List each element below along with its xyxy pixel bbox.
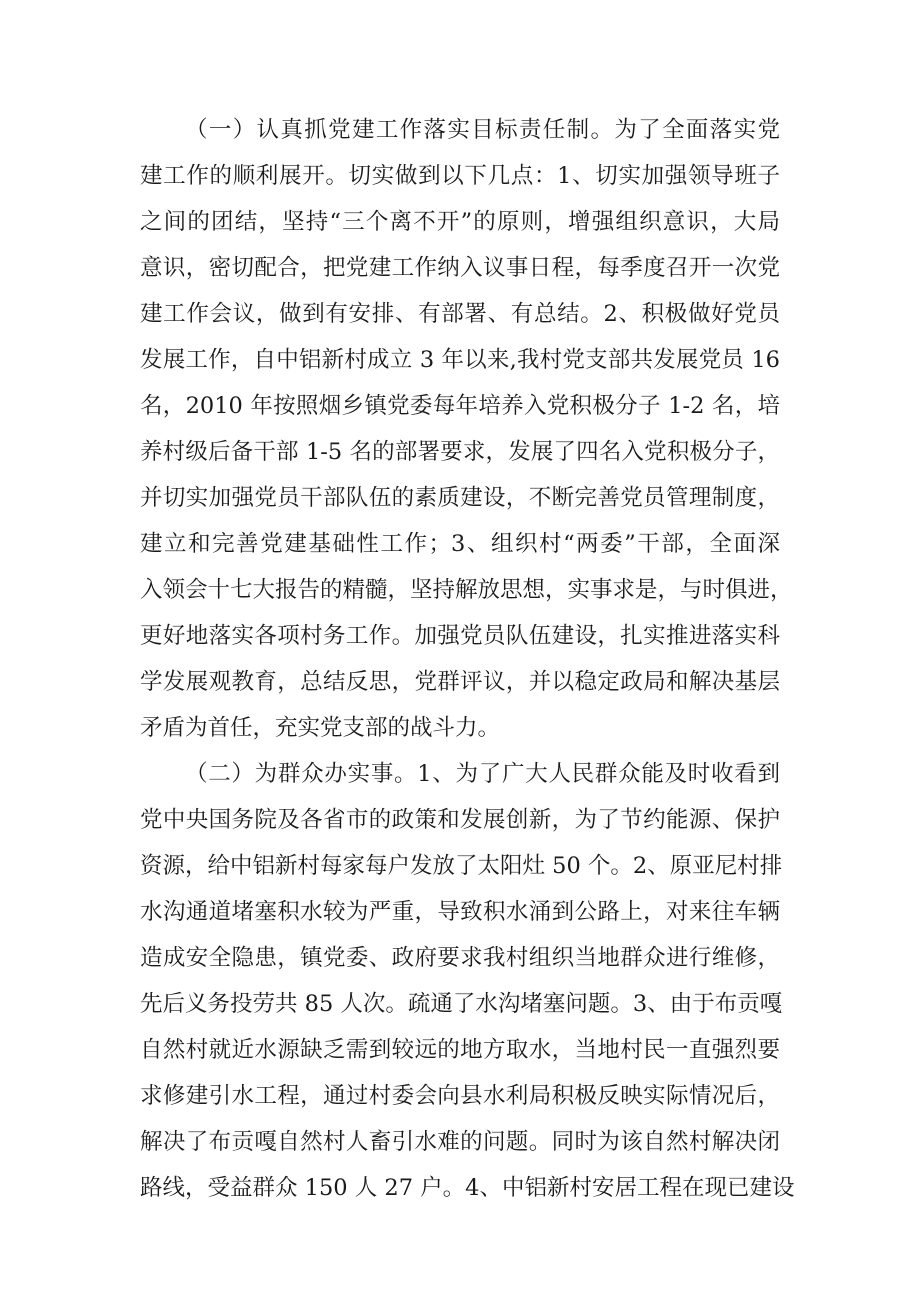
paragraph-1-line-5: 建工作会议，做到有安排、有部署、有总结。2、积极做好党员 — [140, 301, 780, 327]
paragraph-1-line-6: 发展工作，自中铝新村成立 3 年以来,我村党支部共发展党员 16 — [140, 347, 780, 373]
paragraph-1-line-14: 矛盾为首任，充实党支部的战斗力。 — [140, 715, 501, 741]
paragraph-1-line-2: 建工作的顺利展开。切实做到以下几点：1、切实加强领导班子 — [140, 163, 780, 189]
paragraph-1-line-7: 名，2010 年按照烟乡镇党委每年培养入党积极分子 1-2 名，培 — [140, 393, 780, 419]
paragraph-1-line-10: 建立和完善党建基础性工作；3、组织村“两委”干部，全面深 — [140, 531, 780, 557]
paragraph-1-line-1: （一）认真抓党建工作落实目标责任制。为了全面落实党 — [185, 117, 780, 143]
paragraph-1-line-13: 学发展观教育，总结反思，党群评议，并以稳定政局和解决基层 — [140, 669, 780, 695]
paragraph-2-line-7: 自然村就近水源缺乏需到较远的地方取水，当地村民一直强烈要 — [140, 1037, 780, 1063]
paragraph-1-line-3: 之间的团结，坚持“三个离不开”的原则，增强组织意识，大局 — [140, 209, 780, 235]
paragraph-2-line-6: 先后义务投劳共 85 人次。疏通了水沟堵塞问题。3、由于布贡嘎 — [140, 991, 783, 1017]
paragraph-1-line-8: 养村级后备干部 1-5 名的部署要求，发展了四名入党积极分子， — [140, 439, 780, 465]
paragraph-2-line-9: 解决了布贡嘎自然村人畜引水难的问题。同时为该自然村解决闭 — [140, 1129, 780, 1155]
paragraph-2-line-4: 水沟通道堵塞积水较为严重，导致积水涌到公路上，对来往车辆 — [140, 899, 780, 925]
paragraph-2-line-10: 路线，受益群众 150 人 27 户。4、中铝新村安居工程在现已建设 — [140, 1175, 795, 1201]
paragraph-2-line-3: 资源，给中铝新村每家每户发放了太阳灶 50 个。2、原亚尼村排 — [140, 853, 783, 879]
paragraph-2-line-8: 求修建引水工程，通过村委会向县水利局积极反映实际情况后， — [140, 1083, 780, 1109]
paragraph-2-line-5: 造成安全隐患，镇党委、政府要求我村组织当地群众进行维修， — [140, 945, 780, 971]
paragraph-1-line-9: 并切实加强党员干部队伍的素质建设，不断完善党员管理制度， — [140, 485, 780, 511]
paragraph-2-line-1: （二）为群众办实事。1、为了广大人民群众能及时收看到 — [185, 761, 780, 787]
paragraph-1-line-11: 入领会十七大报告的精髓，坚持解放思想，实事求是，与时俱进， — [140, 577, 793, 603]
paragraph-1-line-4: 意识，密切配合，把党建工作纳入议事日程，每季度召开一次党 — [140, 255, 780, 281]
paragraph-2-line-2: 党中央国务院及各省市的政策和发展创新，为了节约能源、保护 — [140, 807, 780, 833]
paragraph-1-line-12: 更好地落实各项村务工作。加强党员队伍建设，扎实推进落实科 — [140, 623, 780, 649]
